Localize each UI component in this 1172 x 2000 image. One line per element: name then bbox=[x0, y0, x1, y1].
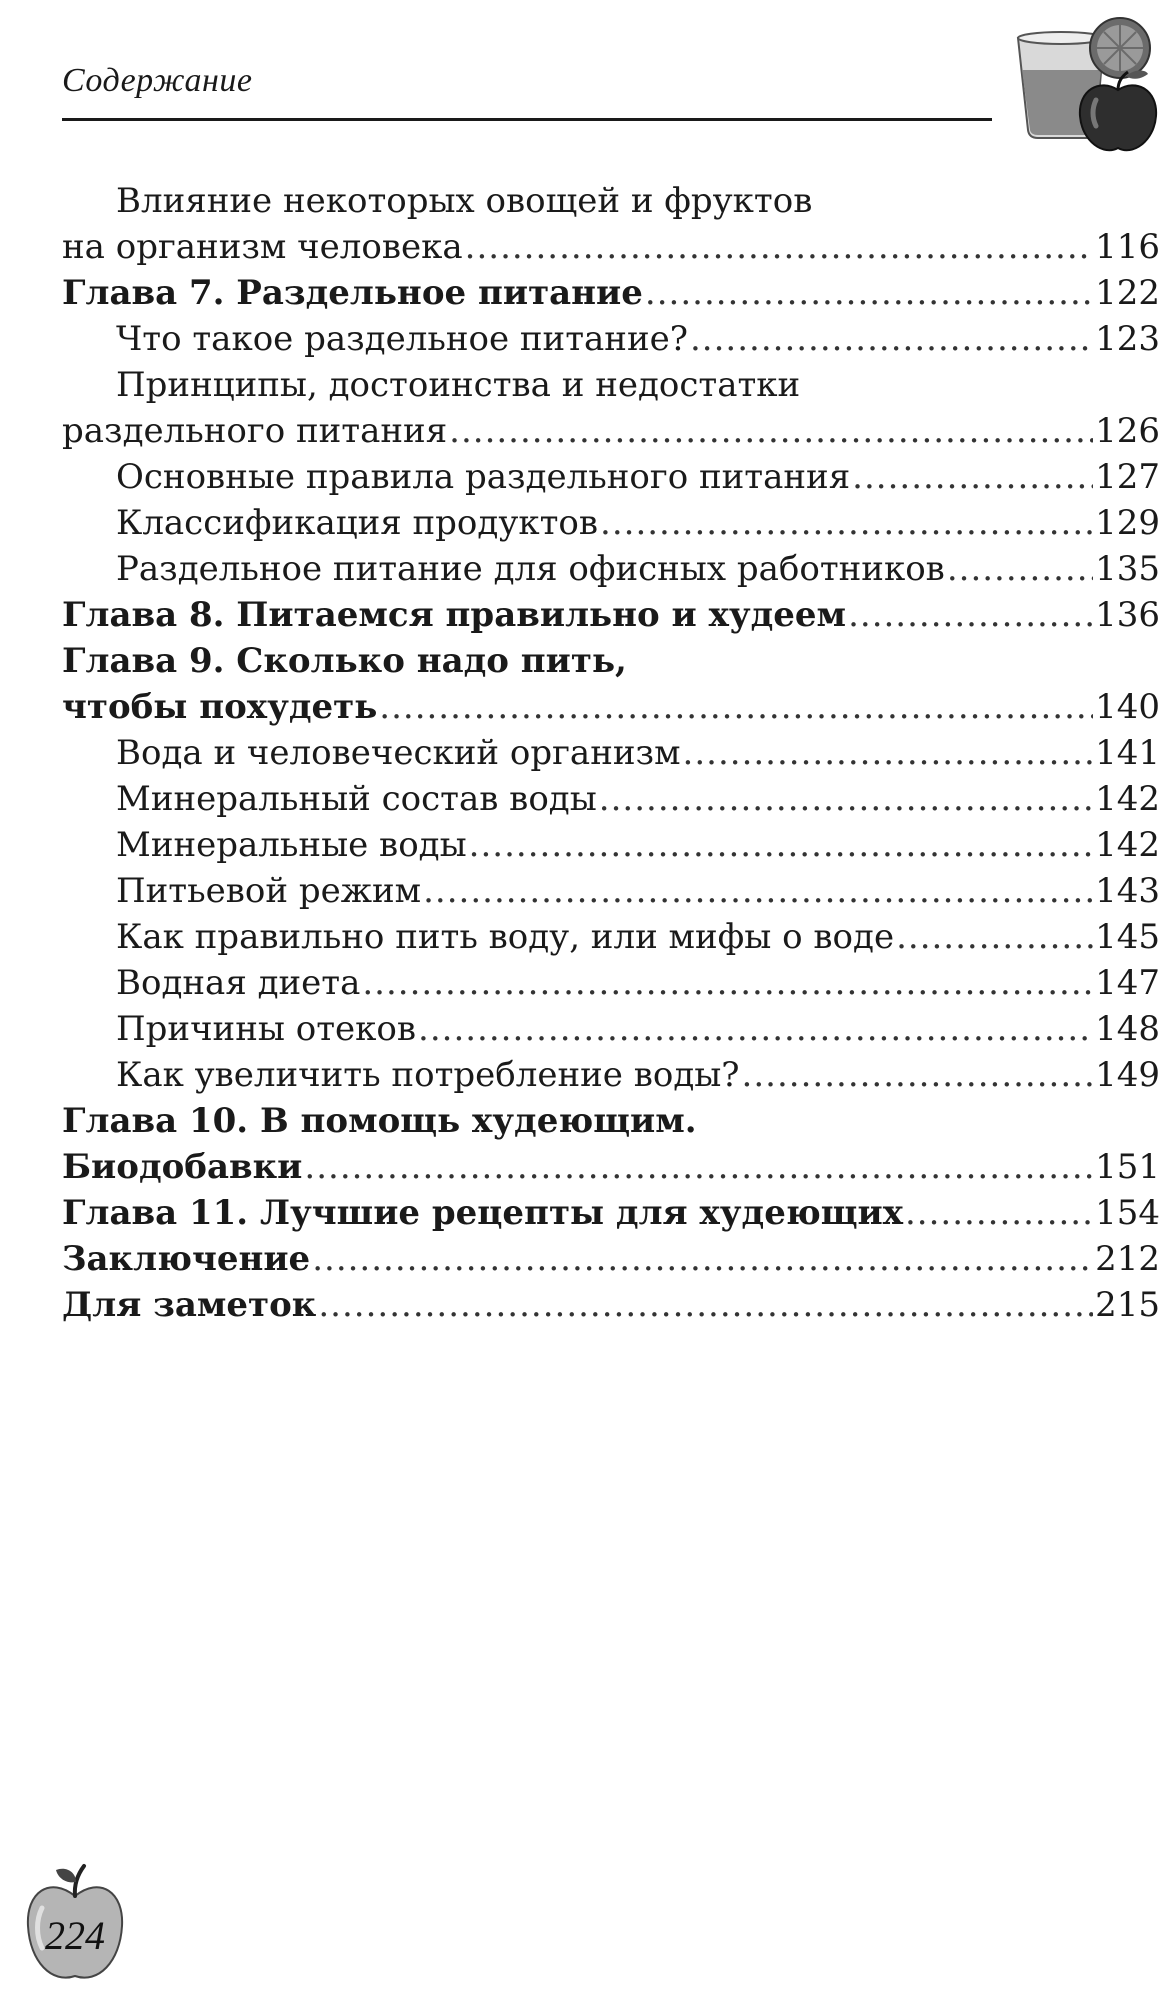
toc-dot-leader bbox=[379, 684, 1093, 730]
toc-entry-title: Глава 8. Питаемся правильно и худеем bbox=[62, 595, 847, 635]
toc-entry bbox=[62, 1144, 1160, 1190]
toc-entry-title: Причины отеков bbox=[116, 1009, 417, 1049]
toc-entry bbox=[62, 224, 1160, 270]
toc-entry bbox=[62, 730, 1160, 776]
toc-entry-page: 142 bbox=[1095, 779, 1160, 819]
toc-entry-page: 149 bbox=[1095, 1055, 1160, 1095]
toc-entry-page: 148 bbox=[1095, 1009, 1160, 1049]
toc-entry bbox=[62, 1282, 1160, 1328]
toc-dot-leader bbox=[896, 914, 1093, 960]
toc-entry-title: Вода и человеческий организм bbox=[116, 733, 681, 773]
toc-entry bbox=[62, 1236, 1160, 1282]
toc-entry-page: 135 bbox=[1095, 549, 1160, 589]
toc-entry-title: Заключение bbox=[62, 1239, 311, 1279]
toc-entry-page: 215 bbox=[1095, 1285, 1160, 1325]
toc-entry bbox=[62, 178, 1160, 224]
toc-entry-title: Раздельное питание для офисных работников bbox=[116, 549, 945, 589]
toc-entry-page: 123 bbox=[1095, 319, 1160, 359]
toc-entry-title: Что такое раздельное питание? bbox=[116, 319, 688, 359]
toc-entry-title: Принципы, достоинства и недостатки bbox=[116, 365, 801, 405]
toc-entry-page: 129 bbox=[1095, 503, 1160, 543]
toc-entry-page: 127 bbox=[1095, 457, 1160, 497]
toc-dot-leader bbox=[362, 960, 1093, 1006]
toc-entry bbox=[62, 408, 1160, 454]
toc-dot-leader bbox=[423, 868, 1093, 914]
toc-entry bbox=[62, 316, 1160, 362]
toc-entry-page: 136 bbox=[1095, 595, 1160, 635]
toc-entry-page: 151 bbox=[1095, 1147, 1160, 1187]
toc-entry-title: Основные правила раздельного питания bbox=[116, 457, 851, 497]
toc-entry bbox=[62, 1052, 1160, 1098]
toc-entry bbox=[62, 546, 1160, 592]
toc-entry bbox=[62, 914, 1160, 960]
toc-entry bbox=[62, 684, 1160, 730]
toc-entry-title: Глава 10. В помощь худеющим. bbox=[62, 1101, 697, 1141]
toc-entry-title: Минеральные воды bbox=[116, 825, 467, 865]
toc-entry bbox=[62, 776, 1160, 822]
toc-entry-page: 116 bbox=[1095, 227, 1160, 267]
toc-entry-title: чтобы похудеть bbox=[62, 687, 378, 727]
toc-dot-leader bbox=[599, 776, 1093, 822]
toc-entry bbox=[62, 362, 1160, 408]
toc-entry-title: Биодобавки bbox=[62, 1147, 303, 1187]
toc-dot-leader bbox=[318, 1282, 1093, 1328]
toc-dot-leader bbox=[683, 730, 1094, 776]
toc-dot-leader bbox=[947, 546, 1093, 592]
toc-entry-title: Как увеличить потребление воды? bbox=[116, 1055, 740, 1095]
toc-entry-title: Глава 11. Лучшие рецепты для худеющих bbox=[62, 1193, 903, 1233]
toc-entry-title: Питьевой режим bbox=[116, 871, 422, 911]
table-of-contents bbox=[62, 178, 1160, 1328]
toc-entry-title: Классификация продуктов bbox=[116, 503, 599, 543]
toc-dot-leader bbox=[600, 500, 1093, 546]
toc-dot-leader bbox=[469, 822, 1093, 868]
toc-entry-page: 147 bbox=[1095, 963, 1160, 1003]
toc-entry-page: 142 bbox=[1095, 825, 1160, 865]
toc-entry-page: 154 bbox=[1095, 1193, 1160, 1233]
toc-dot-leader bbox=[465, 224, 1093, 270]
toc-entry bbox=[62, 454, 1160, 500]
toc-dot-leader bbox=[418, 1006, 1093, 1052]
toc-entry bbox=[62, 592, 1160, 638]
toc-entry-title: Минеральный состав воды bbox=[116, 779, 597, 819]
toc-dot-leader bbox=[852, 454, 1093, 500]
toc-dot-leader bbox=[690, 316, 1093, 362]
toc-entry-page: 140 bbox=[1095, 687, 1160, 727]
toc-dot-leader bbox=[304, 1144, 1093, 1190]
toc-entry bbox=[62, 960, 1160, 1006]
toc-entry-title: Глава 9. Сколько надо пить, bbox=[62, 641, 627, 681]
header-rule bbox=[62, 118, 992, 121]
toc-entry-title: Как правильно пить воду, или мифы о воде bbox=[116, 917, 895, 957]
toc-entry bbox=[62, 500, 1160, 546]
toc-entry-title: Для заметок bbox=[62, 1285, 317, 1325]
toc-dot-leader bbox=[312, 1236, 1093, 1282]
toc-entry bbox=[62, 1006, 1160, 1052]
toc-entry-title: на организм человека bbox=[62, 227, 463, 267]
toc-entry-page: 141 bbox=[1095, 733, 1160, 773]
toc-dot-leader bbox=[905, 1190, 1093, 1236]
toc-entry-page: 143 bbox=[1095, 871, 1160, 911]
toc-entry-page: 126 bbox=[1095, 411, 1160, 451]
toc-dot-leader bbox=[449, 408, 1093, 454]
toc-entry-title: раздельного питания bbox=[62, 411, 448, 451]
toc-entry-title: Глава 7. Раздельное питание bbox=[62, 273, 643, 313]
toc-dot-leader bbox=[742, 1052, 1094, 1098]
toc-entry-page: 145 bbox=[1095, 917, 1160, 957]
toc-dot-leader bbox=[848, 592, 1093, 638]
toc-entry-page: 122 bbox=[1095, 273, 1160, 313]
toc-entry bbox=[62, 1190, 1160, 1236]
toc-entry bbox=[62, 270, 1160, 316]
toc-entry-title: Водная диета bbox=[116, 963, 361, 1003]
page-number: 224 bbox=[45, 1913, 105, 1958]
running-title: Содержание bbox=[62, 62, 253, 99]
toc-entry bbox=[62, 638, 1160, 684]
toc-entry bbox=[62, 822, 1160, 868]
toc-entry-page: 212 bbox=[1095, 1239, 1160, 1279]
juice-glass-orange-apple-icon bbox=[1008, 8, 1158, 158]
toc-entry bbox=[62, 1098, 1160, 1144]
toc-entry-title: Влияние некоторых овощей и фруктов bbox=[116, 181, 813, 221]
toc-dot-leader bbox=[645, 270, 1093, 316]
toc-entry bbox=[62, 868, 1160, 914]
